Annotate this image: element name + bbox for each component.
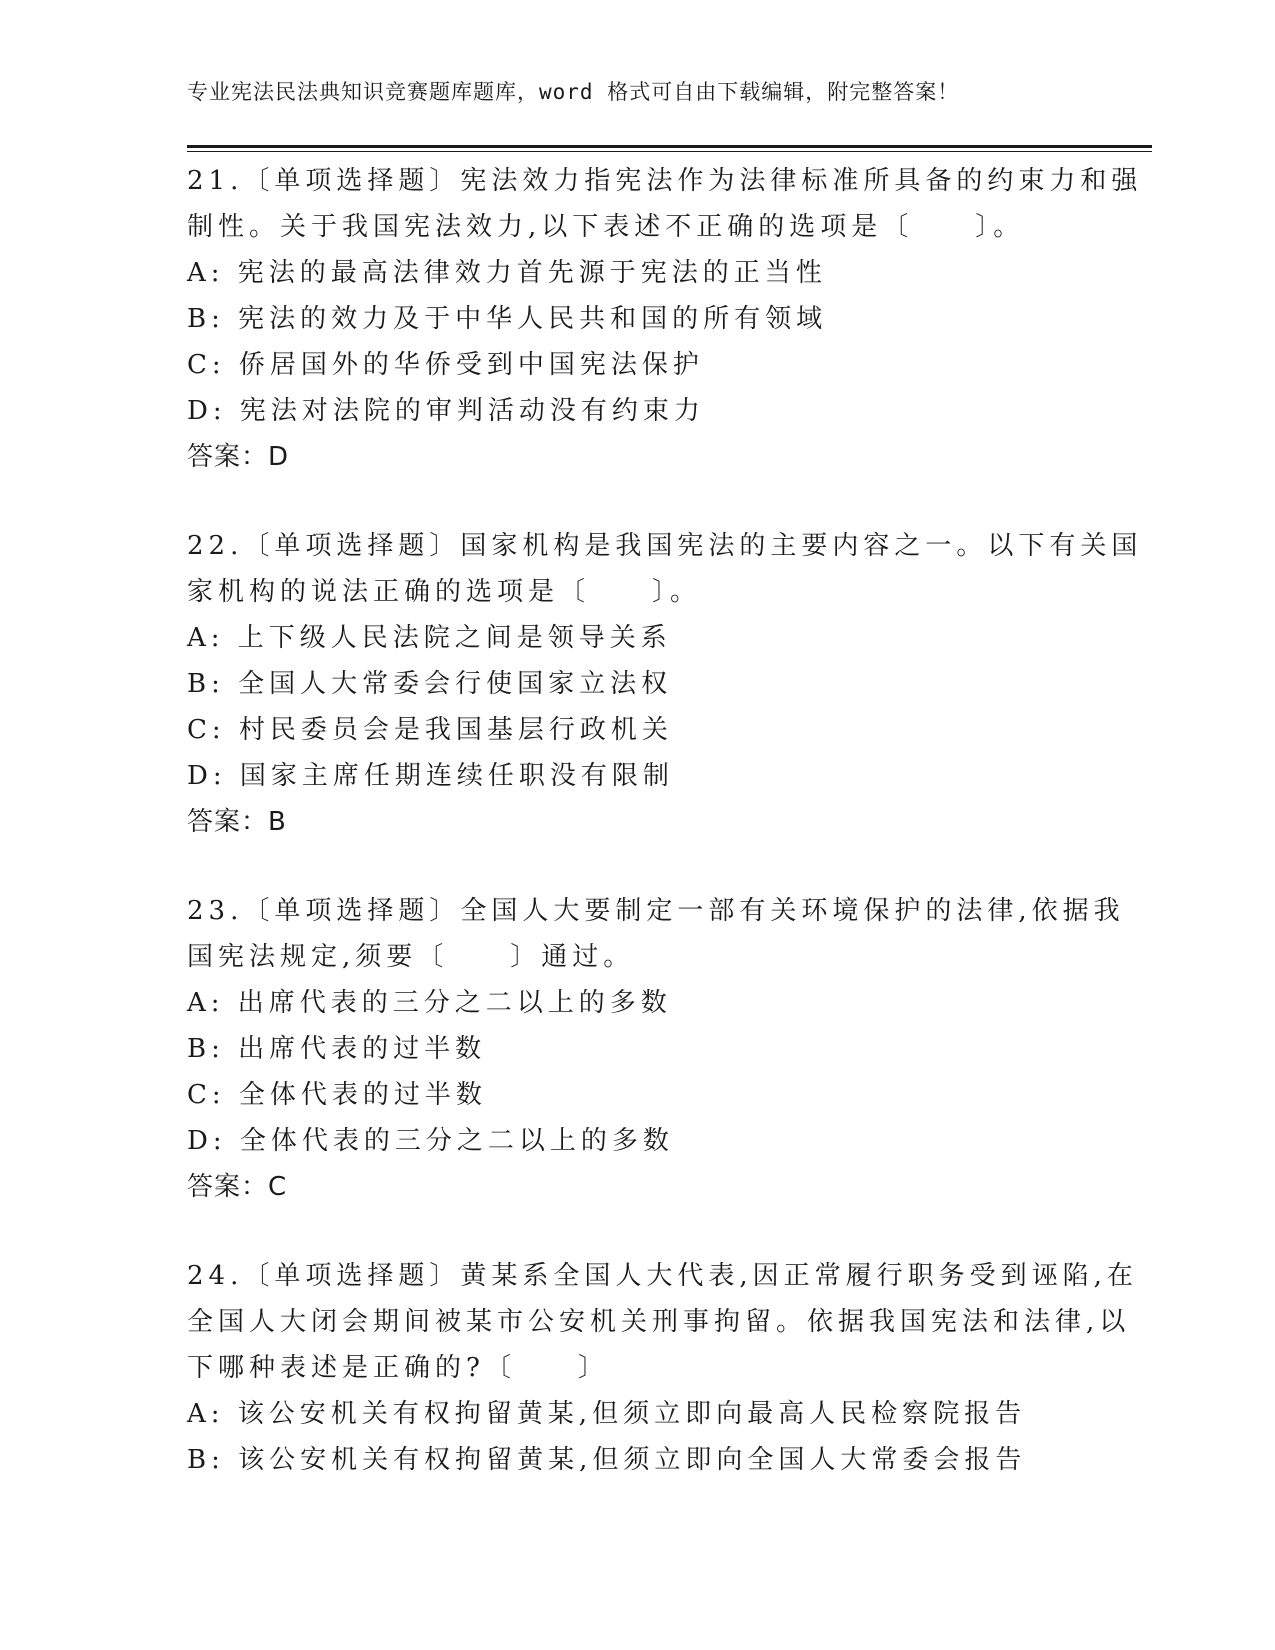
header-rule-thick xyxy=(187,145,1152,148)
option-d: D: 宪法对法院的审判活动没有约束力 xyxy=(187,396,705,426)
option-a: A: 该公安机关有权拘留黄某,但须立即向最高人民检察院报告 xyxy=(187,1399,1027,1429)
question-22 xyxy=(187,523,1143,845)
option-c: C: 村民委员会是我国基层行政机关 xyxy=(187,715,673,745)
question-24 xyxy=(187,1253,1138,1483)
option-c: C: 侨居国外的华侨受到中国宪法保护 xyxy=(187,350,704,380)
option-d: D: 全体代表的三分之二以上的多数 xyxy=(187,1126,674,1156)
option-d: D: 国家主席任期连续任职没有限制 xyxy=(187,761,674,791)
question-stem-line: 制性。关于我国宪法效力,以下表述不正确的选项是〔 〕。 xyxy=(187,212,1025,242)
option-b: B: 宪法的效力及于中华人民共和国的所有领域 xyxy=(187,304,828,334)
question-stem-line: 全国人大闭会期间被某市公安机关刑事拘留。依据我国宪法和法律,以 xyxy=(187,1307,1131,1337)
question-stem-line: 家机构的说法正确的选项是〔 〕。 xyxy=(187,577,702,607)
question-stem-line: 下哪种表述是正确的?〔 〕 xyxy=(187,1353,609,1383)
answer-line: 答案：D xyxy=(187,442,290,472)
option-a: A: 上下级人民法院之间是领导关系 xyxy=(187,623,672,653)
option-a: A: 宪法的最高法律效力首先源于宪法的正当性 xyxy=(187,258,827,288)
answer-line: 答案：B xyxy=(187,807,287,837)
question-list xyxy=(187,158,1143,1526)
option-b: B: 出席代表的过半数 xyxy=(187,1034,487,1064)
question-21 xyxy=(187,158,1143,480)
question-stem-line: 24.〔单项选择题〕黄某系全国人大代表,因正常履行职务受到诬陷,在 xyxy=(187,1261,1138,1291)
question-23 xyxy=(187,888,1125,1210)
question-stem-line: 22.〔单项选择题〕国家机构是我国宪法的主要内容之一。以下有关国 xyxy=(187,531,1143,561)
question-stem-line: 23.〔单项选择题〕全国人大要制定一部有关环境保护的法律,依据我 xyxy=(187,896,1125,926)
page-header: 专业宪法民法典知识竞赛题库题库，word 格式可自由下载编辑，附完整答案！ xyxy=(187,80,960,104)
answer-line: 答案：C xyxy=(187,1172,288,1202)
option-a: A: 出席代表的三分之二以上的多数 xyxy=(187,988,672,1018)
option-b: B: 全国人大常委会行使国家立法权 xyxy=(187,669,673,699)
header-rule-thin xyxy=(187,151,1152,152)
question-stem-line: 国宪法规定,须要〔 〕通过。 xyxy=(187,942,635,972)
option-c: C: 全体代表的过半数 xyxy=(187,1080,487,1110)
question-stem-line: 21.〔单项选择题〕宪法效力指宪法作为法律标准所具备的约束力和强 xyxy=(187,166,1143,196)
option-b: B: 该公安机关有权拘留黄某,但须立即向全国人大常委会报告 xyxy=(187,1445,1027,1475)
